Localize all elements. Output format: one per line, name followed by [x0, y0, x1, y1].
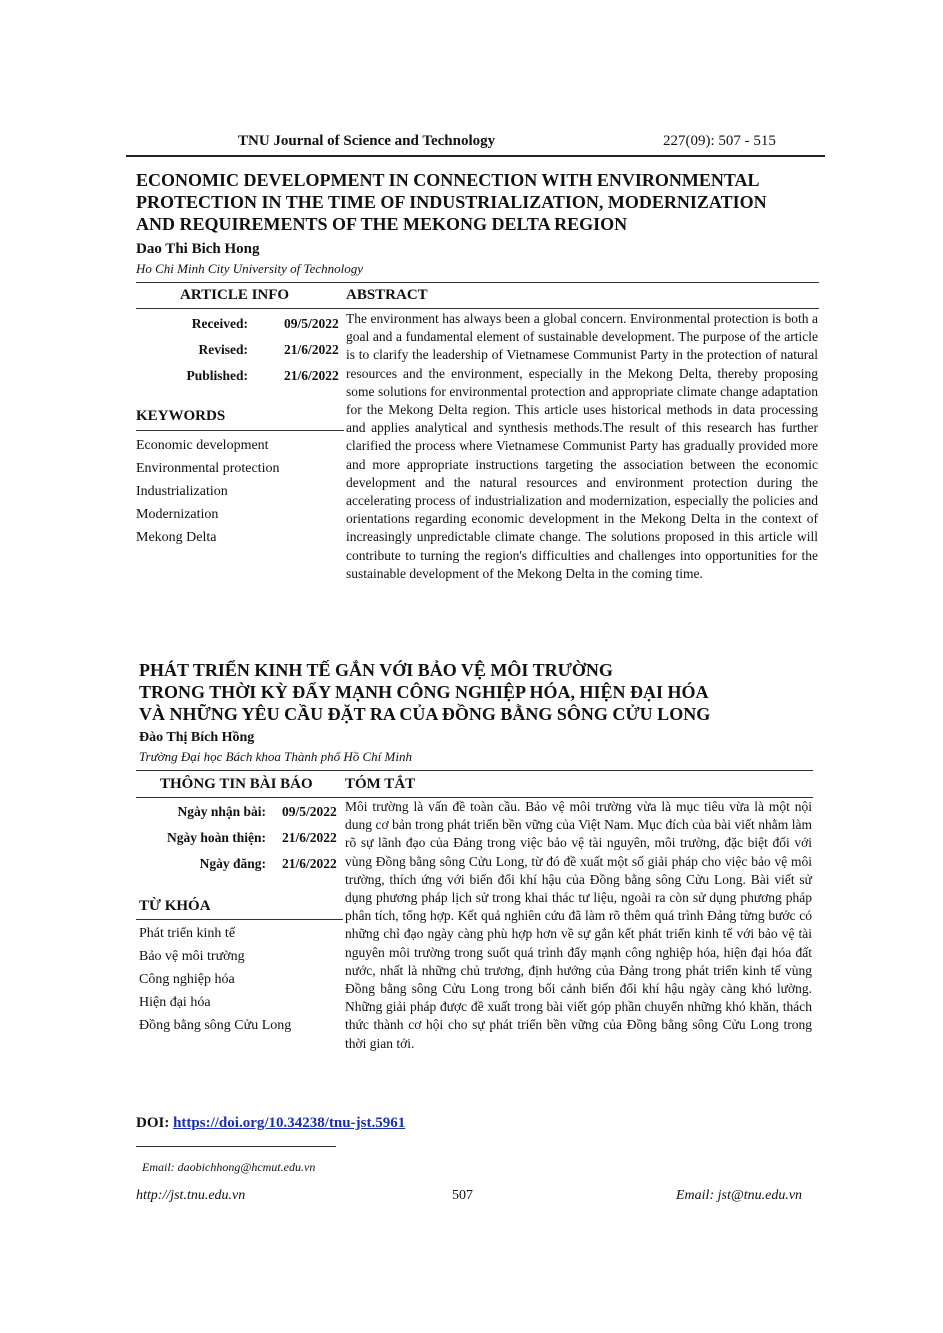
keyword-item: Environmental protection [136, 461, 280, 476]
keywords-rule [136, 430, 344, 431]
section-rule [136, 308, 819, 309]
vietnamese-title-line: VÀ NHỮNG YÊU CẦU ĐẶT RA CỦA ĐỒNG BẰNG SÔNG CỬU LONG [139, 704, 711, 724]
vietnamese-title-line: TRONG THỜI KỲ ĐẨY MẠNH CÔNG NGHIỆP HÓA, HIỆN ĐẠI HÓA [139, 682, 709, 702]
doi-link[interactable]: https://doi.org/10.34238/tnu-jst.5961 [173, 1115, 406, 1131]
keyword-item: Industrialization [136, 484, 228, 499]
doi-label: DOI: [136, 1115, 170, 1131]
published-label-vi: Ngày đăng: [199, 856, 266, 871]
vietnamese-affiliation: Trường Đại học Bách khoa Thành phố Hồ Chí Minh [139, 749, 412, 764]
doi-line [136, 1115, 405, 1132]
vietnamese-title-line: PHÁT TRIỂN KINH TẾ GẮN VỚI BẢO VỆ MÔI TRƯỜNG [139, 660, 613, 680]
revised-label: Revised: [198, 342, 248, 357]
abstract-heading-vi: TÓM TẮT [345, 776, 416, 792]
page-number: 507 [452, 1188, 473, 1203]
received-label: Received: [191, 316, 248, 331]
journal-name: TNU Journal of Science and Technology [238, 133, 496, 149]
english-title-line: AND REQUIREMENTS OF THE MEKONG DELTA REGION [136, 214, 628, 234]
vietnamese-abstract: Môi trường là vấn đề toàn cầu. Bảo vệ môi trường vừa là mục tiêu vừa là một nội dung cơ bản trong phát triển bền vững của Việt Nam. Mục đích của bài viết nhằm làm rõ sự lãnh đạo của Đảng trong việc bảo vệ tài nguyên, môi trường, đặc biệt đối với vùng Đồng bằng sông Cửu Long, từ đó đề xuất một số giải pháp cho việc bảo vệ môi trường, thích ứng với biến đổi khí hậu của Đồng bằng sông Cửu Long. Bài viết sử dụng phương pháp lịch sử trong khai thác tư liệu, ngoài ra còn sử dụng phương pháp phân tích, tổng hợp. Kết quả nghiên cứu đã làm rõ thêm quá trình Đảng từng bước có những chỉ đạo ngày càng phù hợp hơn về sự gắn kết phát triển kinh tế với bảo vệ tài nguyên môi trường trong suốt quá trình đẩy mạnh công nghiệp hóa, hiện đại hóa đất nước, nhất là những chủ trương, định hướng của Đảng trong phát triển kinh tế vùng Đồng bằng sông Cửu Long trong bối cảnh biến đổi khí hậu ngày càng khó lường. Những giải pháp được đề xuất trong bài viết góp phần chuyển những khó khăn, thách thức thành cơ hội cho sự phát triển bền vững của Đồng bằng sông Cửu Long trong thời gian tới. [345, 799, 812, 1051]
published-label: Published: [186, 368, 248, 383]
section-rule [136, 770, 813, 771]
footer-website[interactable]: http://jst.tnu.edu.vn [136, 1188, 246, 1203]
keyword-item: Hiện đại hóa [139, 995, 211, 1010]
vietnamese-author: Đào Thị Bích Hồng [139, 730, 255, 745]
vietnamese-title [139, 659, 829, 725]
english-title-line: ECONOMIC DEVELOPMENT IN CONNECTION WITH ENVIRONMENTAL [136, 170, 760, 190]
abstract-heading: ABSTRACT [346, 287, 428, 303]
keyword-item: Economic development [136, 438, 269, 453]
article-info-heading-vi: THÔNG TIN BÀI BÁO [160, 776, 313, 792]
keyword-list-vi [139, 922, 343, 1037]
keyword-item: Phát triển kinh tế [139, 926, 236, 941]
english-author: Dao Thi Bich Hong [136, 241, 260, 257]
footer-email[interactable]: Email: jst@tnu.edu.vn [676, 1188, 803, 1203]
footnote-rule [136, 1146, 336, 1147]
section-rule [136, 282, 819, 283]
received-label-vi: Ngày nhận bài: [177, 804, 266, 819]
keywords-heading-vi: TỪ KHÓA [139, 898, 211, 914]
article-info-heading: ARTICLE INFO [180, 287, 290, 303]
keyword-item: Bảo vệ môi trường [139, 949, 245, 964]
published-date: 21/6/2022 [284, 368, 339, 383]
keyword-item: Đồng bằng sông Cửu Long [139, 1018, 292, 1033]
received-date-vi: 09/5/2022 [282, 804, 337, 819]
english-abstract: The environment has always been a global concern. Environmental protection is both a goal and a fundamental element of sustainable development. The purpose of the article is to clarify the leadership of Vietnamese Communist Party in the protection of natural resources and the environment, especially in the Mekong Delta, thereby proposing some solutions for environmental protection and appropriate climate change adaptation for the Mekong Delta region. This article uses historical methods in data processing and applies analytical and synthesis methods.The result of this research has further clarified the process where Vietnamese Communist Party has gradually provided more and more appropriate instructions targeting the association between the economic development and the natural resources and environment protection during the accelerating process of industrialization and modernization, especially the policies and orientations regarding economic development in the Mekong Delta in the context of increasingly unpredictable climate change. The solutions proposed in this article will contribute to turning the region's difficulties and challenges into opportunities for the sustainable development of the Mekong Delta in the coming time. [346, 311, 818, 581]
published-date-vi: 21/6/2022 [282, 856, 337, 871]
keyword-list [136, 434, 336, 549]
received-date: 09/5/2022 [284, 316, 339, 331]
issue-pages: 227(09): 507 - 515 [663, 133, 776, 149]
keyword-item: Mekong Delta [136, 530, 217, 545]
header-rule [126, 155, 825, 157]
revised-label-vi: Ngày hoàn thiện: [166, 830, 266, 845]
english-title-line: PROTECTION IN THE TIME OF INDUSTRIALIZATION, MODERNIZATION [136, 192, 767, 212]
revised-date: 21/6/2022 [284, 342, 339, 357]
english-affiliation: Ho Chi Minh City University of Technology [136, 261, 363, 276]
keyword-item: Công nghiệp hóa [139, 972, 235, 987]
keywords-rule-vi [136, 919, 343, 920]
revised-date-vi: 21/6/2022 [282, 830, 337, 845]
author-email-footnote: Email: daobichhong@hcmut.edu.vn [142, 1160, 316, 1174]
keywords-heading: KEYWORDS [136, 408, 226, 424]
keyword-item: Modernization [136, 507, 219, 522]
english-title [136, 169, 826, 235]
